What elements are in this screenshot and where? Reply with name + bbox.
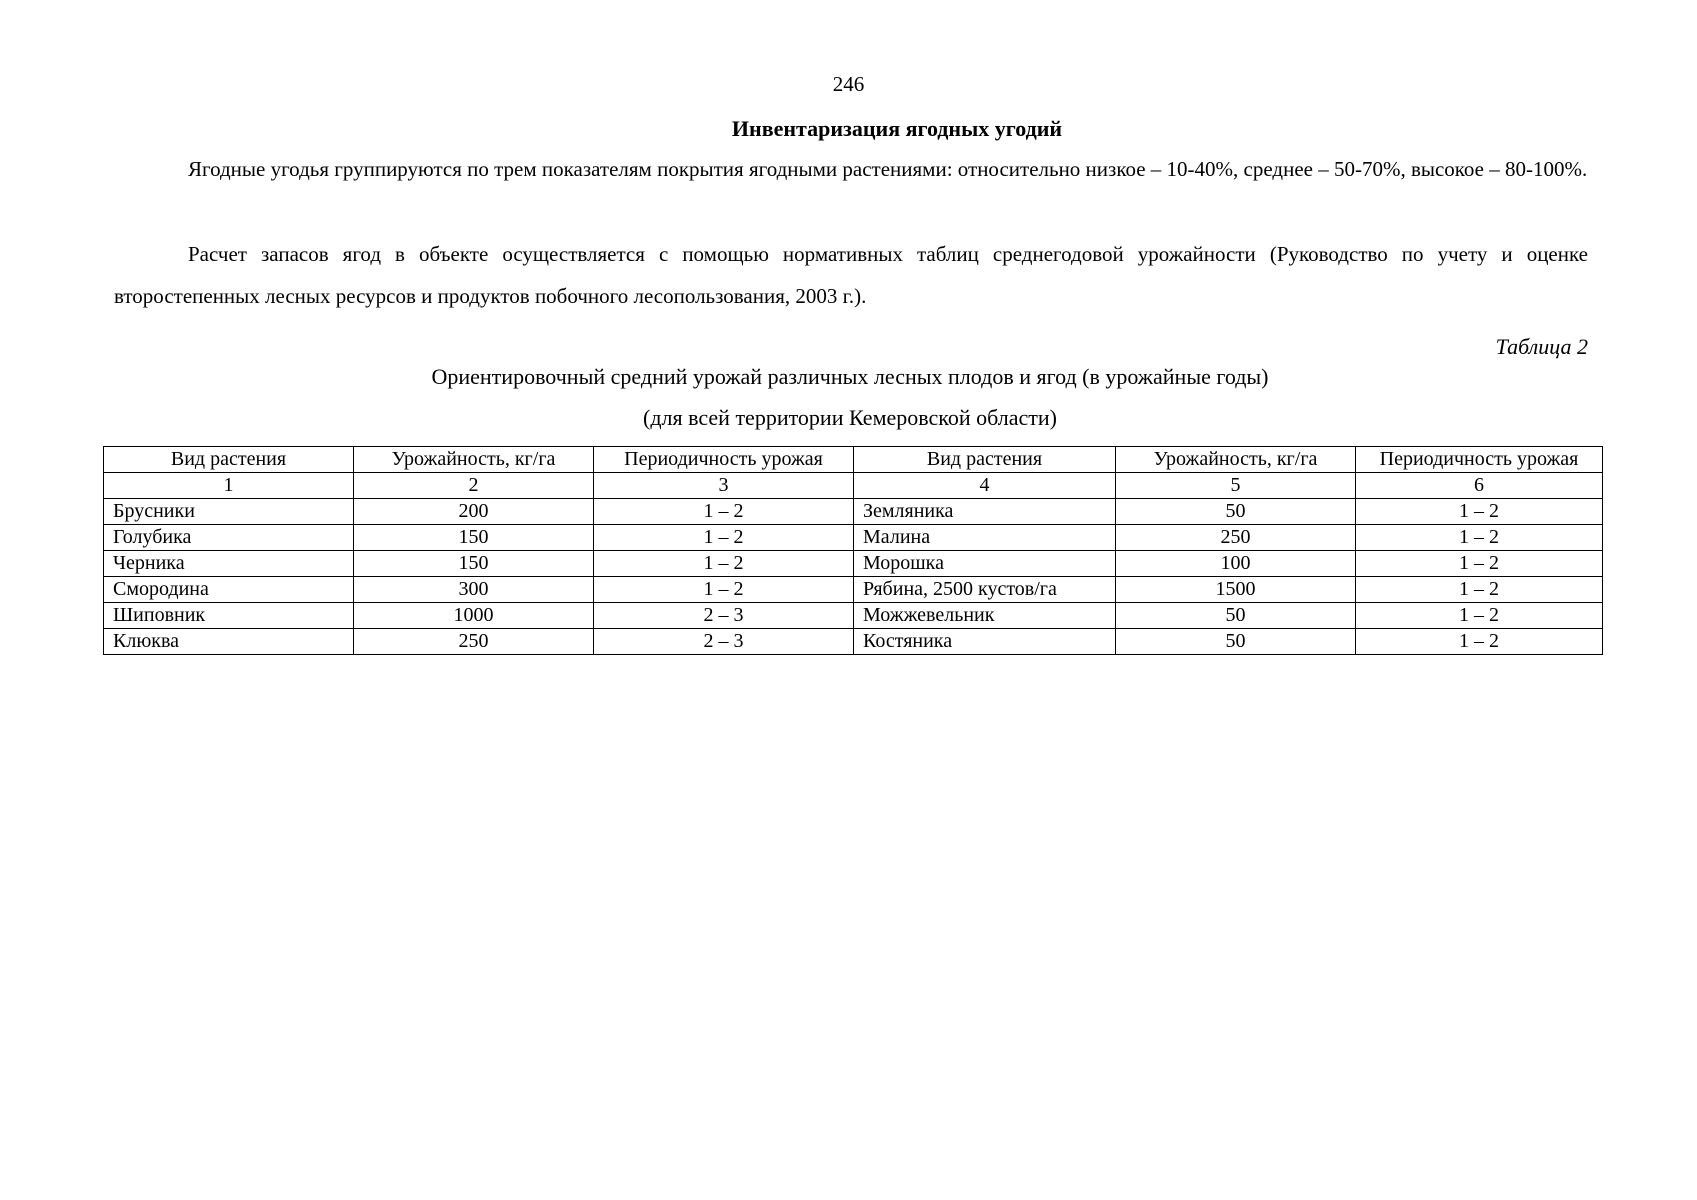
periodicity-cell: 1 – 2 bbox=[1356, 499, 1603, 525]
yield-cell: 200 bbox=[354, 499, 594, 525]
plant-name-cell: Смородина bbox=[104, 577, 354, 603]
yield-cell: 100 bbox=[1116, 551, 1356, 577]
page-number: 246 bbox=[832, 72, 865, 96]
table-header-cell: Вид растения bbox=[104, 447, 354, 473]
periodicity-cell: 2 – 3 bbox=[594, 603, 854, 629]
yield-cell: 250 bbox=[354, 629, 594, 655]
periodicity-cell: 1 – 2 bbox=[594, 525, 854, 551]
periodicity-cell: 2 – 3 bbox=[594, 629, 854, 655]
table-header-cell: Урожайность, кг/га bbox=[1116, 447, 1356, 473]
periodicity-cell: 1 – 2 bbox=[1356, 577, 1603, 603]
column-number-cell: 6 bbox=[1356, 473, 1603, 499]
periodicity-cell: 1 – 2 bbox=[1356, 525, 1603, 551]
table-header-cell: Периодичность урожая bbox=[594, 447, 854, 473]
periodicity-cell: 1 – 2 bbox=[594, 577, 854, 603]
table-header-cell: Вид растения bbox=[854, 447, 1116, 473]
table-header-cell: Урожайность, кг/га bbox=[354, 447, 594, 473]
periodicity-cell: 1 – 2 bbox=[1356, 629, 1603, 655]
column-number-cell: 3 bbox=[594, 473, 854, 499]
yield-cell: 1500 bbox=[1116, 577, 1356, 603]
table-column-number-row bbox=[104, 473, 1603, 499]
plant-name-cell: Земляника bbox=[854, 499, 1116, 525]
plant-name-cell: Морошка bbox=[854, 551, 1116, 577]
plant-name-cell: Костяника bbox=[854, 629, 1116, 655]
plant-name-cell: Рябина, 2500 кустов/га bbox=[854, 577, 1116, 603]
plant-name-cell: Можжевельник bbox=[854, 603, 1116, 629]
column-number-cell: 4 bbox=[854, 473, 1116, 499]
table-title: Ориентировочный средний урожай различных лесных плодов и ягод (в урожайные годы) bbox=[431, 364, 1269, 389]
paragraph-calculation: Расчет запасов ягод в объекте осуществляется с помощью нормативных таблиц среднегодовой урожайности (Руководство по учету и оценке второстепенных лесных ресурсов и продуктов побочного лесопользования, 2003 г.). bbox=[114, 242, 1588, 308]
yield-cell: 1000 bbox=[354, 603, 594, 629]
plant-name-cell: Клюква bbox=[104, 629, 354, 655]
periodicity-cell: 1 – 2 bbox=[594, 499, 854, 525]
table-subtitle: (для всей территории Кемеровской области) bbox=[643, 405, 1057, 430]
yield-table bbox=[103, 446, 1603, 655]
plant-name-cell: Голубика bbox=[104, 525, 354, 551]
yield-cell: 50 bbox=[1116, 603, 1356, 629]
plant-name-cell: Малина bbox=[854, 525, 1116, 551]
table-row bbox=[104, 551, 1603, 577]
plant-name-cell: Шиповник bbox=[104, 603, 354, 629]
column-number-cell: 5 bbox=[1116, 473, 1356, 499]
yield-cell: 250 bbox=[1116, 525, 1356, 551]
yield-cell: 50 bbox=[1116, 629, 1356, 655]
plant-name-cell: Черника bbox=[104, 551, 354, 577]
table-label: Таблица 2 bbox=[1495, 334, 1588, 359]
periodicity-cell: 1 – 2 bbox=[594, 551, 854, 577]
periodicity-cell: 1 – 2 bbox=[1356, 551, 1603, 577]
yield-cell: 300 bbox=[354, 577, 594, 603]
table-header-row bbox=[104, 447, 1603, 473]
plant-name-cell: Брусники bbox=[104, 499, 354, 525]
table-row bbox=[104, 499, 1603, 525]
paragraph-coverage: Ягодные угодья группируются по трем показателям покрытия ягодными растениями: относительно низкое – 10-40%, среднее – 50-70%, высокое – 80-100%. bbox=[188, 157, 1588, 181]
table-row bbox=[104, 629, 1603, 655]
table-header-cell: Периодичность урожая bbox=[1356, 447, 1603, 473]
yield-cell: 150 bbox=[354, 525, 594, 551]
table-row bbox=[104, 525, 1603, 551]
periodicity-cell: 1 – 2 bbox=[1356, 603, 1603, 629]
section-heading: Инвентаризация ягодных угодий bbox=[731, 116, 1063, 141]
column-number-cell: 1 bbox=[104, 473, 354, 499]
yield-cell: 50 bbox=[1116, 499, 1356, 525]
yield-cell: 150 bbox=[354, 551, 594, 577]
table-row bbox=[104, 603, 1603, 629]
column-number-cell: 2 bbox=[354, 473, 594, 499]
table-row bbox=[104, 577, 1603, 603]
